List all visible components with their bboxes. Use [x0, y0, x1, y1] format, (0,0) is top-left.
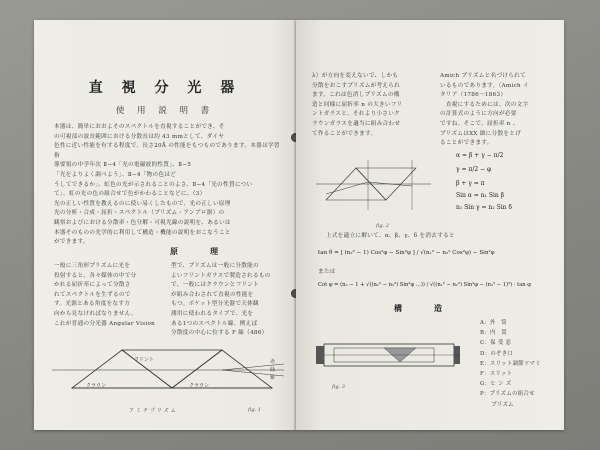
principle-line: す。光源とある角度をなす方: [54, 301, 131, 308]
intro-line: 観察およびにおける分散率・色分解・可視光線の説明を、あるいは: [54, 219, 231, 226]
crown-prism-right: [172, 350, 272, 388]
fig1-caption: アミチプリズム: [129, 408, 178, 414]
ray-diagram-figure: [316, 160, 434, 220]
structure-heading: 構 造: [394, 303, 444, 313]
text-line: タリア（1786〜1863）: [440, 92, 507, 99]
right-text-column-1: [312, 72, 430, 139]
principle-line: が組み合わされて直視の性能を: [171, 291, 254, 298]
right-page: [296, 20, 564, 430]
or-label: または: [318, 269, 336, 275]
principle-line: れてスペクトルを生ずるので: [54, 291, 131, 298]
text-line: いるものであります。（Amich イ: [440, 82, 529, 89]
legend-item: P：プリズムの組合せ: [480, 391, 535, 398]
text-line: プリズムはXX 細に分散をとげ: [440, 130, 522, 137]
text-line: ラウンガラスを適当に組み合わせ: [312, 120, 401, 127]
intro-line: うしてできるか」、虹色の光が示されることのよさ、Ⅱ−4「光の性質につい: [54, 181, 253, 188]
text-line: て作ることができます。: [312, 130, 377, 137]
green-label: 緑: [270, 367, 276, 373]
equation: Sin α = n₁ Sin β: [456, 192, 505, 199]
tan-formula: tan θ = [ (n₂² − 1) Cos²φ − Sin²φ ] / √(n₁² − n₂² Cos²φ) − Sin²φ: [318, 250, 495, 256]
intro-line: 色性に近い性能を有する程度で、長さ20Å の性能をもつものであります。本器は学習指: [54, 143, 280, 159]
intro-line: 光の分析・合成・屈折・スペクトル（プリズム・アンプロ器）の: [54, 210, 225, 217]
principle-column-2: [171, 262, 289, 339]
legend-item: G：ヒ ン ズ: [480, 381, 512, 388]
fig1-tag: fig. 1: [248, 407, 261, 413]
text-line: 直視にするためには、次の文字: [440, 101, 529, 108]
violet-label: 紫: [270, 375, 276, 381]
condition-line: 上式を適立に解いて、α、β、γ、δ を消去すると: [326, 233, 455, 239]
amici-prism-figure: [52, 340, 290, 406]
text-line: ですね。そこで、屈折率 n 、: [440, 120, 519, 127]
right-text-column-2: [440, 72, 558, 149]
text-line: の計算式のように方向が必要: [440, 111, 517, 118]
intro-line: 導要領の中学年次 Ⅱ−4「光の電磁波的性質」、Ⅱ−5: [54, 162, 192, 169]
intro-line: て」、虹の光の色の組合せで色がかわることなどに、（3）: [54, 191, 206, 198]
parts-legend: [480, 318, 560, 410]
text-line: ントガラスと、それより小さいク: [312, 111, 401, 118]
text-line: 造と同様に屈折率 n の大きいフリ: [312, 101, 403, 108]
principle-line: 分散度の中心に位する F 線（486）: [171, 330, 268, 337]
intro-line: 本器は、簡単におおよそのスペクトルを直視することができ、そ: [54, 124, 225, 130]
equation: γ = π/2 − φ: [456, 166, 492, 173]
legend-item: E：スリット調節ツマミ: [480, 360, 541, 367]
document-title: 直 視 分 光 器: [88, 80, 242, 96]
principle-line: もつ。ボケット型分光器で天体観: [171, 301, 259, 308]
intro-paragraph: [54, 123, 284, 248]
principle-line: 型で、プリズムは一般に分散能の: [171, 263, 259, 269]
flint-label: フリント: [134, 357, 154, 363]
equation: β + γ = π: [456, 180, 485, 187]
fig3-tag: fig. 3: [332, 384, 345, 390]
text-line: Amich プリズムと名づけられて: [440, 73, 526, 79]
principle-line: 向から見なければなりません。: [54, 310, 137, 317]
principle-line: 投射すると、各々媒体の中で分: [54, 272, 137, 279]
legend-item: プリズム: [480, 401, 514, 408]
legend-item: D：のぞき口: [480, 350, 514, 357]
fig2-tag: fig. 2: [376, 223, 389, 229]
text-line: 分散をおこすプリズムが考えられ: [312, 82, 401, 89]
text-line: λ）が方向を変えないで、しかも: [312, 73, 399, 79]
text-line: ます。これは色消しプリズムの構: [312, 92, 400, 99]
equation: α = β + γ − π/2: [456, 152, 504, 159]
principle-line: これが普通の分光器 Angular Vision: [54, 320, 156, 327]
principle-heading: 原 理: [170, 246, 220, 256]
eyepiece: [316, 346, 324, 364]
principle-line: かれる屈折率によって分散さ: [54, 282, 131, 289]
left-page: [34, 20, 296, 430]
intro-line: ができます。: [54, 239, 89, 246]
principle-line: で、一般にはクラウンとフリント: [171, 282, 260, 289]
crown-label-left: クラウン: [86, 383, 107, 389]
legend-item: B：内 筒: [480, 330, 508, 337]
principle-line: 測用に使われるタイプで、光を: [171, 310, 254, 317]
equation: n₁ Sin γ = n₂ Sin δ: [456, 204, 512, 211]
principle-line: ある1つのスペクトル線、例えば: [171, 320, 258, 327]
principle-line: 一般に三角形プリズムに光を: [54, 263, 131, 269]
principle-column-1: [54, 262, 162, 329]
legend-item: A：外 筒: [480, 320, 507, 326]
red-label: 赤: [270, 359, 276, 365]
intro-line: 光の正しい性質を教えるのに使い易くしたもので、光の正しい原理: [54, 200, 231, 207]
crown-label-right: クラウン: [189, 383, 210, 389]
intro-line: 本器そのものの光学的に利用して構造・機能の説明をおこなうこと: [54, 229, 231, 236]
text-line: ることができます。: [440, 140, 493, 147]
intro-line: の可視部の波長範囲における分散長は約 43 mmとして、ダイヤ: [54, 133, 225, 140]
legend-item: C：保 受 窓: [480, 340, 512, 347]
spectroscope-structure-figure: [314, 332, 466, 380]
cot-formula: Cot φ = (n₂ − 1 + √((n₁² − n₂²) Sin²φ …)) / √((n₁² − n₂²) Sin²φ − (n₂² − 1)²) · tan φ: [318, 282, 531, 288]
legend-item: F：スリット: [480, 370, 513, 377]
principle-line: よいフリントガラスで製造されるもの: [171, 272, 271, 279]
intro-line: 「光をよりよく調べよう」、Ⅱ−4「物の色はど: [54, 171, 177, 178]
document-subtitle: 使 用 説 明 書: [115, 106, 215, 116]
